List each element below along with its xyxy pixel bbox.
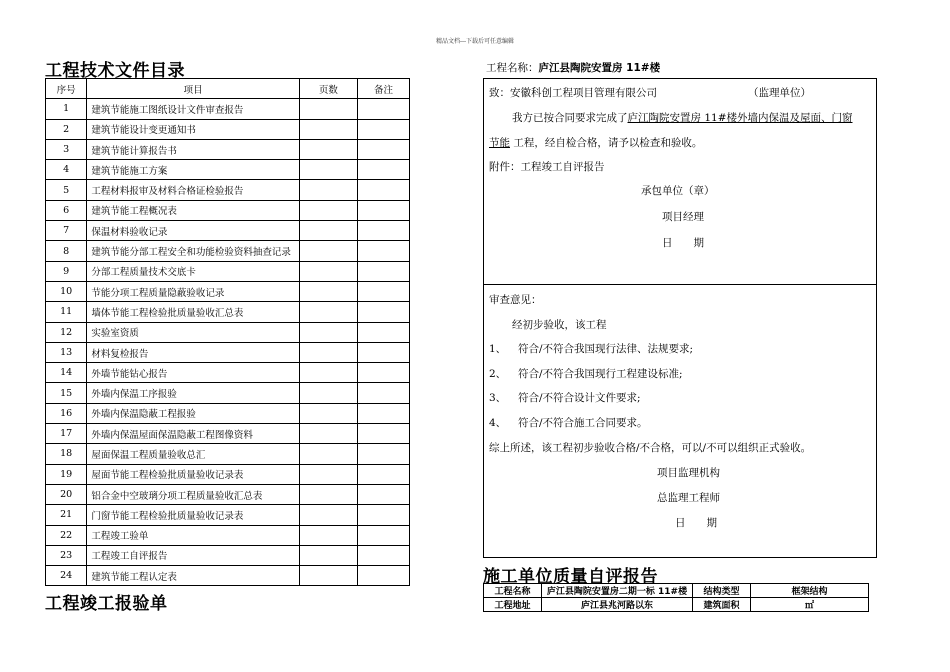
addressee: 致：安徽科创工程项目管理有限公司 [489, 87, 657, 99]
row-number: 2 [46, 119, 87, 139]
row-notes [357, 99, 409, 119]
table-row [46, 241, 410, 261]
row-pages [299, 363, 357, 383]
row-pages [299, 566, 357, 586]
row-item: 工程竣工验单 [87, 525, 300, 545]
review-heading: 审查意见： [489, 294, 542, 306]
row-notes [357, 261, 409, 281]
attachment-line: 附件：工程竣工自评报告 [489, 161, 605, 173]
row-pages [299, 160, 357, 180]
table-row [46, 525, 410, 545]
table-row [46, 119, 410, 139]
table-row [46, 99, 410, 119]
request-line-1 [512, 110, 853, 125]
row-number: 10 [46, 281, 87, 301]
table-row [46, 160, 410, 180]
project-name-value: 庐江县陶院安置房 11#楼 [538, 62, 661, 74]
row-pages [299, 505, 357, 525]
row-number: 9 [46, 261, 87, 281]
row-number: 23 [46, 545, 87, 565]
table-row [46, 200, 410, 220]
row-notes [357, 403, 409, 423]
toc-body [46, 99, 410, 586]
row-item: 外墙节能钻心报告 [87, 363, 300, 383]
table-row [46, 505, 410, 525]
table-row [46, 180, 410, 200]
request-rest: 工程，经自检合格，请予以检查和验收。 [513, 137, 703, 149]
row-item: 门窗节能工程检验批质量验收记录表 [87, 505, 300, 525]
row-notes [357, 160, 409, 180]
row-notes [357, 566, 409, 586]
row-number: 12 [46, 322, 87, 342]
quality-row [484, 584, 869, 598]
row-pages [299, 119, 357, 139]
row-pages [299, 342, 357, 362]
row-pages [299, 302, 357, 322]
table-row [46, 302, 410, 322]
row-notes [357, 139, 409, 159]
row-notes [357, 302, 409, 322]
row-notes [357, 200, 409, 220]
quality-cell: 工程名称 [484, 584, 542, 598]
row-number: 22 [46, 525, 87, 545]
row-number: 17 [46, 424, 87, 444]
table-row [46, 221, 410, 241]
row-pages [299, 464, 357, 484]
row-item: 外墙内保温屋面保温隐蔽工程图像资料 [87, 424, 300, 444]
row-item: 工程竣工自评报告 [87, 545, 300, 565]
quality-cell: 工程地址 [484, 598, 542, 612]
row-number: 18 [46, 444, 87, 464]
row-notes [357, 545, 409, 565]
row-notes [357, 464, 409, 484]
row-notes [357, 525, 409, 545]
col-header-item: 项目 [87, 79, 300, 99]
row-pages [299, 261, 357, 281]
row-item: 外墙内保温工序报验 [87, 383, 300, 403]
row-pages [299, 139, 357, 159]
quality-cell: 结构类型 [693, 584, 751, 598]
table-row [46, 383, 410, 403]
review-item-text: 符合/不符合设计文件要求; [518, 392, 641, 404]
review-item-number: 2、 [489, 367, 507, 380]
row-number: 1 [46, 99, 87, 119]
row-pages [299, 99, 357, 119]
row-notes [357, 505, 409, 525]
toc-header-row [46, 79, 410, 99]
row-number: 20 [46, 484, 87, 504]
table-row [46, 139, 410, 159]
row-number: 16 [46, 403, 87, 423]
row-notes [357, 221, 409, 241]
row-item: 建筑节能施工图纸设计文件审查报告 [87, 99, 300, 119]
row-number: 24 [46, 566, 87, 586]
table-row [46, 363, 410, 383]
table-row [46, 281, 410, 301]
review-item-text: 符合/不符合施工合同要求。 [518, 416, 648, 429]
row-item: 建筑节能设计变更通知书 [87, 119, 300, 139]
quality-cell: 庐江县兆河路以东 [542, 598, 693, 612]
row-item: 建筑节能计算报告书 [87, 139, 300, 159]
review-date: 日 期 [675, 517, 717, 529]
table-row [46, 342, 410, 362]
row-pages [299, 221, 357, 241]
col-header-no: 序号 [46, 79, 87, 99]
quality-row [484, 598, 869, 612]
table-row [46, 566, 410, 586]
table-row [46, 322, 410, 342]
watermark-text: 精品文档---下载后可任意编辑 [435, 38, 515, 45]
row-pages [299, 281, 357, 301]
table-row [46, 444, 410, 464]
row-item: 工程材料报审及材料合格证检验报告 [87, 180, 300, 200]
review-item-text: 符合/不符合我国现行法律、法规要求; [518, 343, 694, 355]
row-pages [299, 383, 357, 403]
completion-title: 工程竣工报验单 [45, 594, 168, 614]
row-item: 节能分项工程质量隐蔽验收记录 [87, 281, 300, 301]
row-number: 6 [46, 200, 87, 220]
row-pages [299, 444, 357, 464]
addressee-role: （监理单位） [748, 87, 811, 99]
row-item: 墙体节能工程检验批质量验收汇总表 [87, 302, 300, 322]
row-pages [299, 424, 357, 444]
row-number: 15 [46, 383, 87, 403]
row-item: 建筑节能工程认定表 [87, 566, 300, 586]
toc-title: 工程技术文件目录 [45, 61, 185, 81]
row-notes [357, 363, 409, 383]
row-item: 实验室资质 [87, 322, 300, 342]
row-pages [299, 403, 357, 423]
row-number: 21 [46, 505, 87, 525]
toc-table [45, 78, 410, 586]
row-notes [357, 342, 409, 362]
quality-cell: 框架结构 [751, 584, 869, 598]
table-row [46, 261, 410, 281]
table-row [46, 484, 410, 504]
row-notes [357, 424, 409, 444]
request-line-2 [489, 135, 702, 150]
application-box [483, 78, 877, 285]
quality-table [483, 583, 869, 612]
review-item-number: 3、 [489, 392, 507, 404]
row-number: 4 [46, 160, 87, 180]
row-item: 外墙内保温隐蔽工程报验 [87, 403, 300, 423]
row-number: 13 [46, 342, 87, 362]
request-prefix: 我方已按合同要求完成了 [512, 112, 628, 124]
col-header-notes: 备注 [357, 79, 409, 99]
row-notes [357, 322, 409, 342]
review-intro: 经初步验收，该工程 [512, 319, 607, 331]
row-pages [299, 322, 357, 342]
row-item: 屋面保温工程质量验收总汇 [87, 444, 300, 464]
review-item-text: 符合/不符合我国现行工程建设标准; [518, 367, 683, 380]
row-pages [299, 241, 357, 261]
row-number: 19 [46, 464, 87, 484]
review-summary: 综上所述，该工程初步验收合格/不合格，可以/不可以组织正式验收。 [489, 442, 812, 454]
request-scope-cont: 节能 [489, 137, 510, 149]
request-scope: 庐江陶院安置房 11#楼外墙内保温及屋面、门窗 [627, 112, 853, 124]
supervision-org: 项目监理机构 [657, 467, 720, 479]
row-item: 保温材料验收记录 [87, 221, 300, 241]
row-item: 建筑节能分部工程安全和功能检验资料抽查记录 [87, 241, 300, 261]
row-number: 14 [46, 363, 87, 383]
row-pages [299, 484, 357, 504]
review-box [483, 283, 877, 558]
row-notes [357, 444, 409, 464]
row-item: 铝合金中空玻璃分项工程质量验收汇总表 [87, 484, 300, 504]
quality-cell: 庐江县陶院安置房二期一标 11#楼 [542, 584, 693, 598]
row-pages [299, 525, 357, 545]
project-name-label: 工程名称： [486, 62, 539, 74]
row-number: 8 [46, 241, 87, 261]
quality-cell: 建筑面积 [693, 598, 751, 612]
row-notes [357, 241, 409, 261]
project-name-line [486, 60, 660, 75]
review-item-number: 4、 [489, 416, 507, 429]
review-item-number: 1、 [489, 343, 507, 355]
row-item: 屋面节能工程检验批质量验收记录表 [87, 464, 300, 484]
row-pages [299, 545, 357, 565]
row-number: 3 [46, 139, 87, 159]
project-manager: 项目经理 [662, 211, 704, 223]
table-row [46, 424, 410, 444]
application-date: 日 期 [662, 237, 704, 249]
row-number: 11 [46, 302, 87, 322]
row-pages [299, 200, 357, 220]
row-number: 7 [46, 221, 87, 241]
row-notes [357, 383, 409, 403]
row-item: 建筑节能工程概况表 [87, 200, 300, 220]
row-notes [357, 119, 409, 139]
quality-report-title: 施工单位质量自评报告 [483, 567, 658, 587]
row-notes [357, 281, 409, 301]
table-row [46, 464, 410, 484]
contractor-seal: 承包单位（章） [641, 185, 715, 197]
row-pages [299, 180, 357, 200]
row-item: 建筑节能施工方案 [87, 160, 300, 180]
row-notes [357, 484, 409, 504]
col-header-pages: 页数 [299, 79, 357, 99]
chief-engineer: 总监理工程师 [657, 492, 720, 504]
quality-cell: ㎡ [751, 598, 869, 612]
row-item: 材料复检报告 [87, 342, 300, 362]
table-row [46, 545, 410, 565]
table-row [46, 403, 410, 423]
row-item: 分部工程质量技术交底卡 [87, 261, 300, 281]
row-number: 5 [46, 180, 87, 200]
row-notes [357, 180, 409, 200]
